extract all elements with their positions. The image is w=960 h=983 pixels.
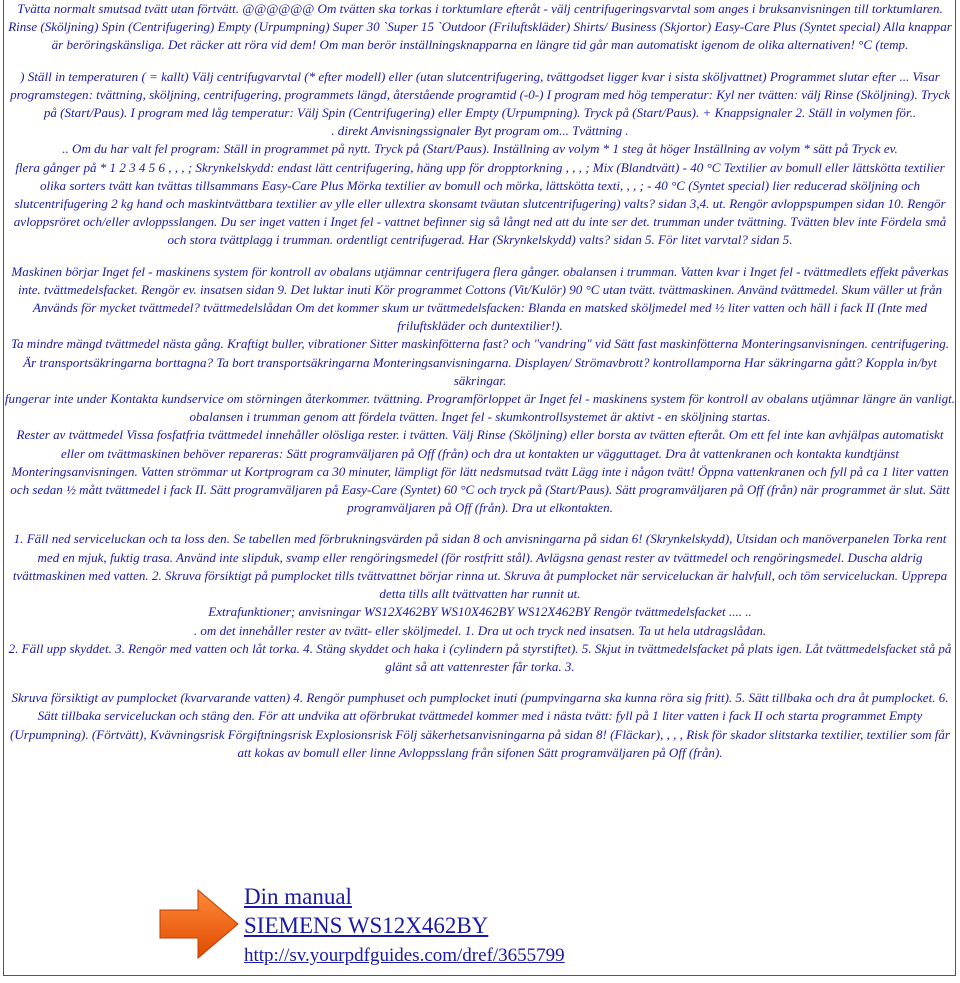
model-link[interactable]: SIEMENS WS12X462BY <box>244 913 489 938</box>
manual-link[interactable]: Din manual <box>244 884 352 909</box>
footer-links <box>244 882 565 969</box>
paragraph: Rester av tvättmedel Vissa fosfatfria tvättmedel innehåller olösliga rester. i tvätten. Välj Rinse (Sköljning) eller borsta av tvätten efteråt. Om ett fel inte kan avhjälpas automatiskt eller om tvättmaskinen behöver repareras: Sätt programväljaren på Off (från) och dra ut kontakten ur vägguttaget. Dra åt vattenkranen och kontakta kundtjänst Monteringsanvisningen. Vatten strömmar ut Kortprogram ca 30 minuter, lämpligt för lätt nedsmutsad tvätt Lägg inte i någon tvätt! Öppna vattenkranen och fyll på ca 1 liter vatten och sedan ½ mått tvättmedel i fack II. Sätt programväljaren på Easy-Care (Syntet) 60 °C och tryck på (Start/Paus). Sätt programväljaren på Off (från) när programmet är slut. Sätt programväljaren på Off (från). Dra ut elkontakten. <box>10 427 950 516</box>
paragraph: 2. Fäll upp skyddet. 3. Rengör med vatten och låt torka. 4. Stäng skyddet och haka i (cylindern på styrstiftet). 5. Skjut in tvättmedelsfacket på plats igen. Låt tvättmedelsfacket stå på glänt så att vattenrester får torka. 3. <box>8 640 952 674</box>
paragraph: Extrafunktioner; anvisningar WS12X462BY WS10X462BY WS12X462BY Rengör tvättmedelsfacket .... .. <box>208 604 752 620</box>
paragraph: .. Om du har valt fel program: Ställ in programmet på nytt. Tryck på (Start/Paus). Inställning av volym * 1 steg åt höger Inställning av volym * sätt på Tryck ev. <box>62 141 898 157</box>
paragraph: flera gånger på * 1 2 3 4 5 6 , , , ; Skrynkelskydd: endast lätt centrifugering, häng upp för dropptorkning , , , ; Mix (Blandtvätt) - 40 °C Textilier av bomull eller lättskötta textilier olika sorters tvätt kan tvättas tillsammans Easy-Care Plus Mörka textilier av bomull och mörka, lättskötta texti, , , ; - 40 °C (Syntet special) lier reducerad sköljning och slutcentrifugering 2 kg hand och maskintvättbara textilier av ylle eller ullextra skonsamt tväutan slutcentrifugering) valts? sidan 3,4. ut. Rengör avloppspumpen sidan 10. Rengör avloppsröret och/eller avloppsslangen. Du ser inget vatten i Inget fel - vattnet befinner sig så långt ned att du inte ser det. trumman under tvättning. Tvätten blev inte Fördela små och stora tvättplagg i trumman. ordentligt centrifugerad. Har (Skrynkelskydd) valts? sidan 5. För litet varvtal? sidan 5. <box>13 159 947 248</box>
paragraph: Skruva försiktigt av pumplocket (kvarvarande vatten) 4. Rengör pumphuset och pumplocket inuti (pumpvingarna ska kunna röra sig fritt). 5. Sätt tillbaka och dra åt pumplocket. 6. Sätt tillbaka serviceluckan och stäng den. För att undvika att oförbrukat tvättmedel kommer med i nästa tvätt: fyll på 1 liter vatten i fack II och starta programmet Empty (Urpumpning). (Förtvätt), Kvävningsrisk Förgiftningsrisk Explosionsrisk Följ säkerhetsanvisningarna på sidan 8! (Fläckar), , , , Risk för skador slitstarka textilier, textilier som får att kokas av bomull eller linne Avloppsslang från sifonen Sätt programväljaren på Off (från). <box>9 690 951 760</box>
paragraph: Tvätta normalt smutsad tvätt utan förtvätt. @@@@@@ Om tvätten ska torkas i torktumlare efteråt - välj centrifugeringsvarvtal som anges i bruksanvisningen till torktumlaren. Rinse (Sköljning) Spin (Centrifugering) Empty (Urpumpning) Super 30 `Super 15 `Outdoor (Friluftskläder) Shirts/ Business (Skjortor) Easy-Care Plus (Syntet special) Alla knappar är beröringskänsliga. Det räcker att röra vid dem! Om man berör inställningsknapparna en längre tid går man automatiskt igenom de olika alternativen! °C (temp. <box>8 1 952 53</box>
paragraph: 1. Fäll ned serviceluckan och ta loss den. Se tabellen med förbrukningsvärden på sidan 8 och anvisningarna på sidan 6! (Skrynkelskydd), Utsidan och manöverpanelen Torka rent med en mjuk, fuktig trasa. Använd inte slipduk, svamp eller rengöringsmedel (för rostfritt stål). Avlägsna genast rester av tvättmedel och rengöringsmedel. Duscha aldrig tvättmaskinen med vatten. 2. Skruva försiktigt på pumplocket tills tvättvattnet börjar rinna ut. Skruva åt pumplocket när serviceluckan är halvfull, och töm serviceluckan. Upprepa detta tills allt tvättvatten har runnit ut. <box>12 531 948 602</box>
paragraph: Ta mindre mängd tvättmedel nästa gång. Kraftigt buller, vibrationer Sitter maskinfötterna fast? och "vandring" vid Sätt fast maskinfötterna Monteringsanvisningen. centrifugering. Är transportsäkringarna borttagna? Ta bort transportsäkringarna Monteringsanvisningarna. Displayen/ Strömavbrott? kontrollamporna Har säkringarna gått? Koppla in/byt säkringar. <box>10 336 950 388</box>
paragraph: . direkt Anvisningssignaler Byt program om... Tvättning . <box>331 123 629 139</box>
url-link[interactable]: http://sv.yourpdfguides.com/dref/3655799 <box>244 945 565 966</box>
paragraph: . om det innehåller rester av tvätt- eller sköljmedel. 1. Dra ut och tryck ned insatsen. Ta ut hela utdragslådan. <box>193 622 767 638</box>
paragraph: fungerar inte under Kontakta kundservice om störningen återkommer. tvättning. Programförloppet är Inget fel - maskinens system för kontroll av obalans utjämnar längre än vanligt. obalansen i trumman genom att fördela tvätten. Inget fel - skumkontrollsystemet är aktivt - en sköljning startas. <box>4 391 956 425</box>
paragraph: Maskinen börjar Inget fel - maskinens system för kontroll av obalans utjämnar centrifugera flera gånger. obalansen i trumman. Vatten kvar i Inget fel - tvättmedlets effekt påverkas inte. tvättmedelsfacket. Rengör ev. insatsen sidan 9. Det luktar inuti Kör programmet Cottons (Vit/Kulör) 90 °C utan tvätt. tvättmaskinen. Använd tvättmedel. Skum väller ut från Används för mycket tvättmedel? tvättmedelslådan Om det kommer skum ur tvättmedelsfacken: Blanda en matsked sköljmedel med ½ liter vatten och häll i fack II (Inte med friluftskläder och duntextilier!). <box>11 263 949 334</box>
paragraph: ) Ställ in temperaturen ( = kallt) Välj centrifugvarvtal (* efter modell) eller (utan slutcentrifugering, tvättgodset ligger kvar i sista sköljvattnet) Programmet slutar efter ... Visar programstegen: tvättning, sköljning, centrifugering, programmets längd, återstående programtid (-0-) I program med hög temperatur: Kyl ner tvätten: välj Rinse (Sköljning). Tryck på (Start/Paus). I program med låg temperatur: Välj Spin (Centrifugering) eller Empty (Urpumpning). Tryck på (Start/Paus). + Knappsignaler 2. Ställ in volymen för.. <box>10 68 950 121</box>
arrow-right-icon <box>158 884 240 964</box>
document-body <box>4 0 956 762</box>
download-footer <box>152 880 752 970</box>
